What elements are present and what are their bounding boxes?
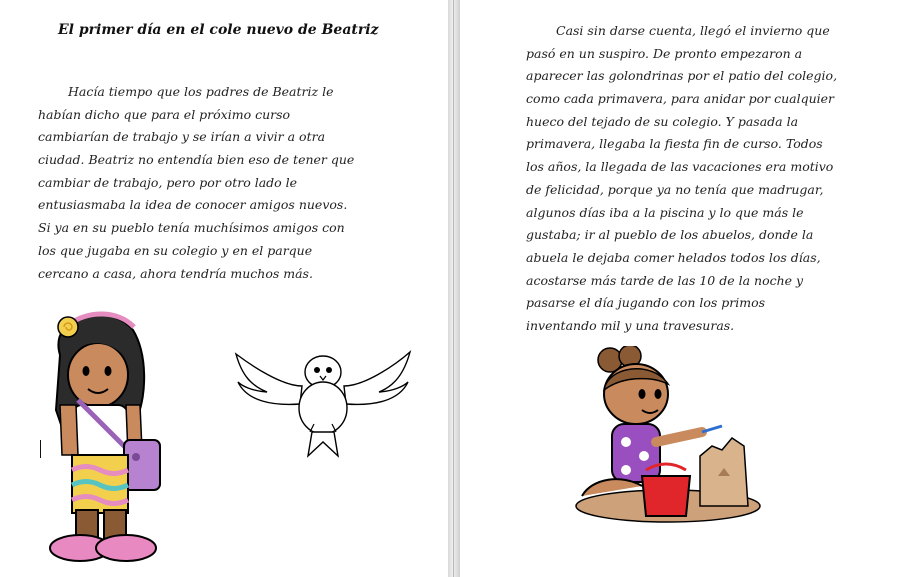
dove-outline-illustration bbox=[232, 346, 414, 462]
text-line: ciudad. Beatriz no entendía bien eso de tener que bbox=[38, 152, 355, 168]
text-line: gustaba; ir al pueblo de los abuelos, donde la bbox=[526, 227, 814, 243]
text-line: los años, la llegada de las vacaciones era motivo bbox=[526, 159, 834, 175]
text-line: los que jugaba en su colegio y en el parque bbox=[38, 242, 313, 258]
girl-building-sandcastle-illustration bbox=[572, 346, 764, 526]
text-line: Hacía tiempo que los padres de Beatriz le bbox=[68, 84, 334, 99]
text-line: cercano a casa, ahora tendría muchos más. bbox=[38, 265, 313, 281]
page-gutter bbox=[448, 0, 460, 577]
text-line: Casi sin darse cuenta, llegó el invierno que bbox=[556, 23, 830, 38]
text-line: de felicidad, porque ya no tenía que madrugar, bbox=[526, 181, 824, 197]
girl-with-purse-illustration bbox=[38, 305, 166, 573]
text-line: cambiar de trabajo, pero por otro lado le bbox=[38, 174, 298, 190]
text-line: Si ya en su pueblo tenía muchísimos amigos con bbox=[38, 220, 345, 236]
text-line: pasarse el día jugando con los primos bbox=[526, 295, 766, 311]
story-title: El primer día en el cole nuevo de Beatriz bbox=[58, 22, 379, 38]
text-line: algunos días iba a la piscina y lo que más le bbox=[526, 204, 804, 220]
text-line: abuela le dejaba comer helados todos los días, bbox=[526, 249, 821, 265]
text-line: aparecer las golondrinas por el patio del colegio, bbox=[526, 68, 838, 84]
left-paragraph bbox=[38, 81, 398, 285]
right-paragraph bbox=[526, 20, 876, 338]
text-line: inventando mil y una travesuras. bbox=[526, 317, 735, 333]
text-line: primavera, llegaba la fiesta fin de curso. Todos bbox=[526, 136, 823, 152]
text-line: habían dicho que para el próximo curso bbox=[38, 106, 291, 122]
text-line: como cada primavera, para anidar por cualquier bbox=[526, 91, 835, 107]
text-line: cambiarían de trabajo y se irían a vivir a otra bbox=[38, 129, 326, 145]
text-line: entusiasmaba la idea de conocer amigos nuevos. bbox=[38, 197, 348, 213]
text-line: acostarse más tarde de las 10 de la noche y bbox=[526, 272, 804, 288]
page-divider bbox=[453, 0, 454, 577]
text-line: hueco del tejado de su colegio. Y pasada la bbox=[526, 113, 799, 129]
text-line: pasó en un suspiro. De pronto empezaron a bbox=[526, 45, 803, 61]
